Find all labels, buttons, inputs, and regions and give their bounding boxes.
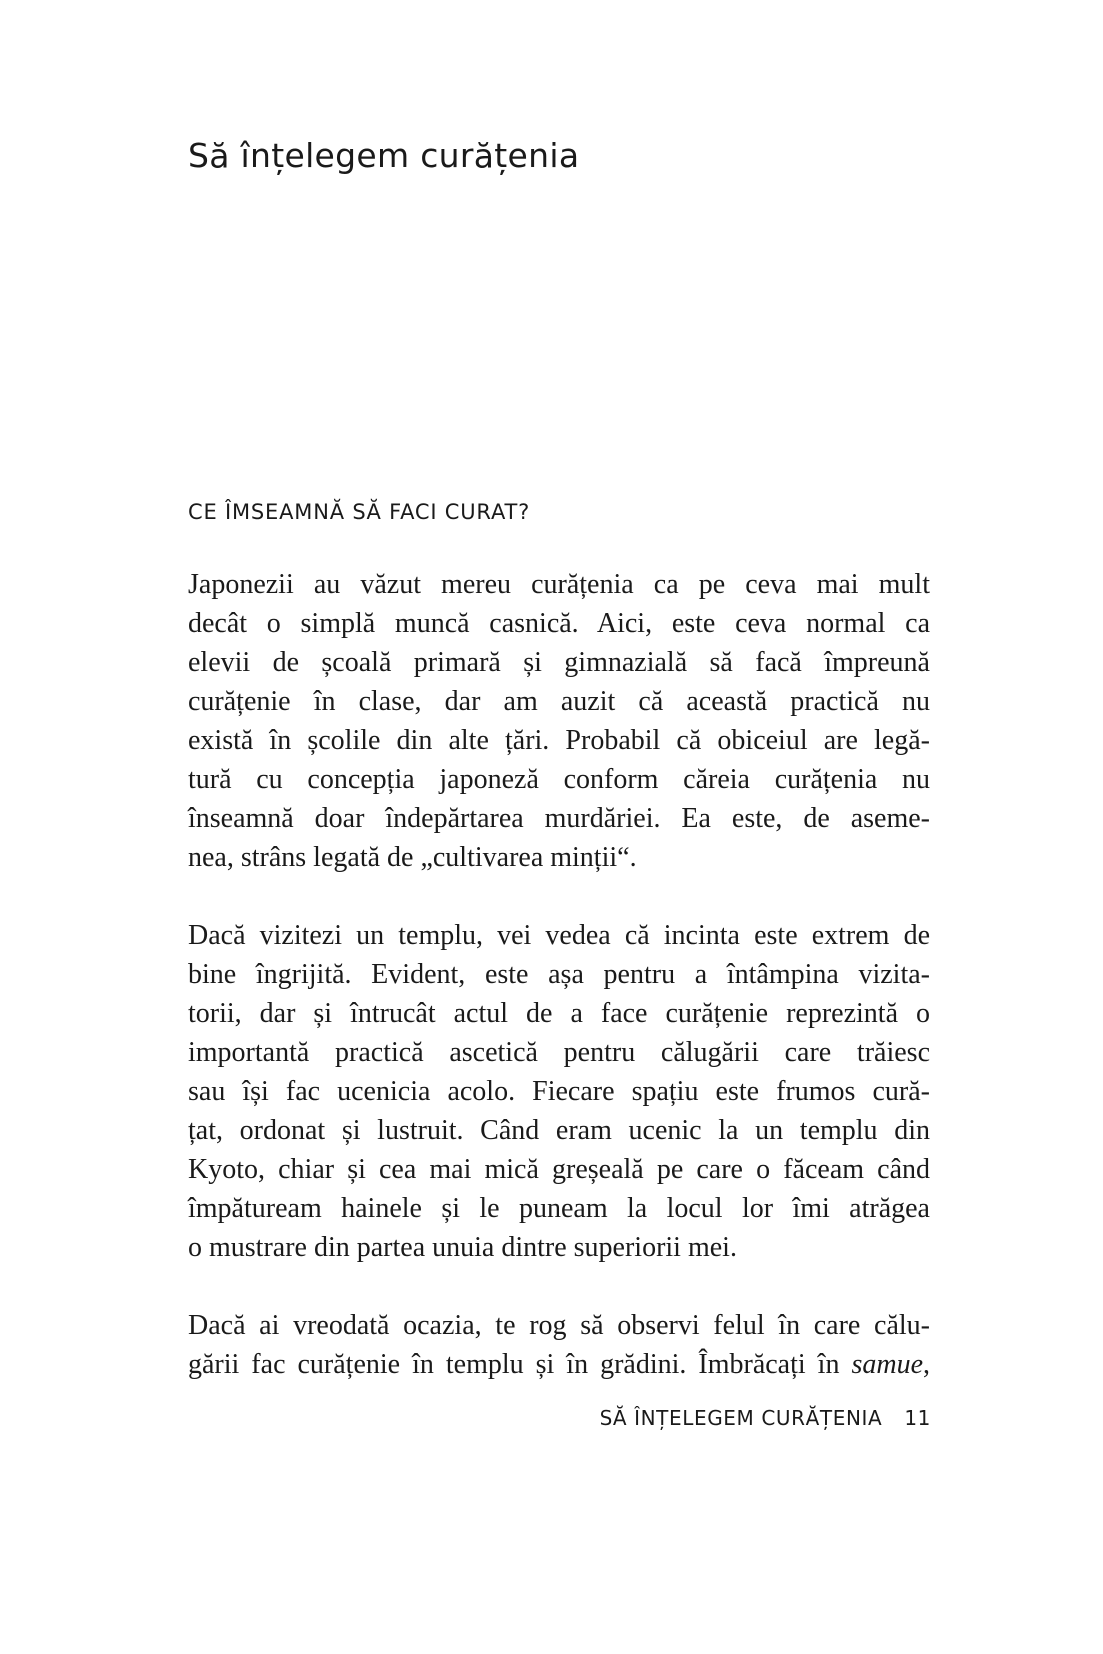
running-head: SĂ ÎNȚELEGEM CURĂȚENIA (599, 1406, 883, 1430)
chapter-title: Să înțelegem curățenia (188, 136, 580, 175)
text-line: bine îngrijită. Evident, este așa pentru a întâmpina vizita- (188, 959, 930, 990)
text-line: înseamnă doar îndepărtarea murdăriei. Ea este, de aseme- (188, 803, 930, 834)
text-line: Dacă ai vreodată ocazia, te rog să observi felul în care călu- (188, 1310, 930, 1341)
text-segment: gării fac curățenie în templu și în grădini. Îmbrăcați în (188, 1349, 852, 1380)
text-line: o mustrare din partea unuia dintre superiorii mei. (188, 1232, 737, 1263)
text-line: elevii de școală primară și gimnazială să facă împreună (188, 647, 930, 678)
text-line: importantă practică ascetică pentru călugării care trăiesc (188, 1037, 930, 1068)
running-footer (600, 1406, 931, 1430)
text-line: țat, ordonat și lustruit. Când eram ucenic la un templu din (188, 1115, 930, 1146)
text-line: tură cu concepția japoneză conform căreia curățenia nu (188, 764, 930, 795)
section-heading: CE ÎMSEAMNĂ SĂ FACI CURAT? (188, 500, 531, 524)
paragraph (188, 1306, 930, 1384)
text-line: nea, strâns legată de „cultivarea minții“. (188, 842, 637, 873)
page-number: 11 (904, 1406, 931, 1430)
text-line: Dacă vizitezi un templu, vei vedea că incinta este extrem de (188, 920, 930, 951)
paragraph (188, 565, 930, 877)
text-line: există în școlile din alte țări. Probabil că obiceiul are legă- (188, 725, 930, 756)
text-line: curățenie în clase, dar am auzit că această practică nu (188, 686, 930, 717)
text-line: împătuream hainele și le puneam la locul lor îmi atrăgea (188, 1193, 930, 1224)
text-line: decât o simplă muncă casnică. Aici, este ceva normal ca (188, 608, 930, 639)
text-line: torii, dar și întrucât actul de a face curățenie reprezintă o (188, 998, 930, 1029)
text-line: sau își fac ucenicia acolo. Fiecare spațiu este frumos cură- (188, 1076, 930, 1107)
text-line: Japonezii au văzut mereu curățenia ca pe ceva mai mult (188, 569, 930, 600)
italic-term: samue (851, 1349, 923, 1380)
text-segment: , (923, 1349, 930, 1380)
text-line: Kyoto, chiar și cea mai mică greșeală pe care o făceam când (188, 1154, 930, 1185)
text-line (188, 1345, 930, 1384)
paragraph (188, 916, 930, 1267)
